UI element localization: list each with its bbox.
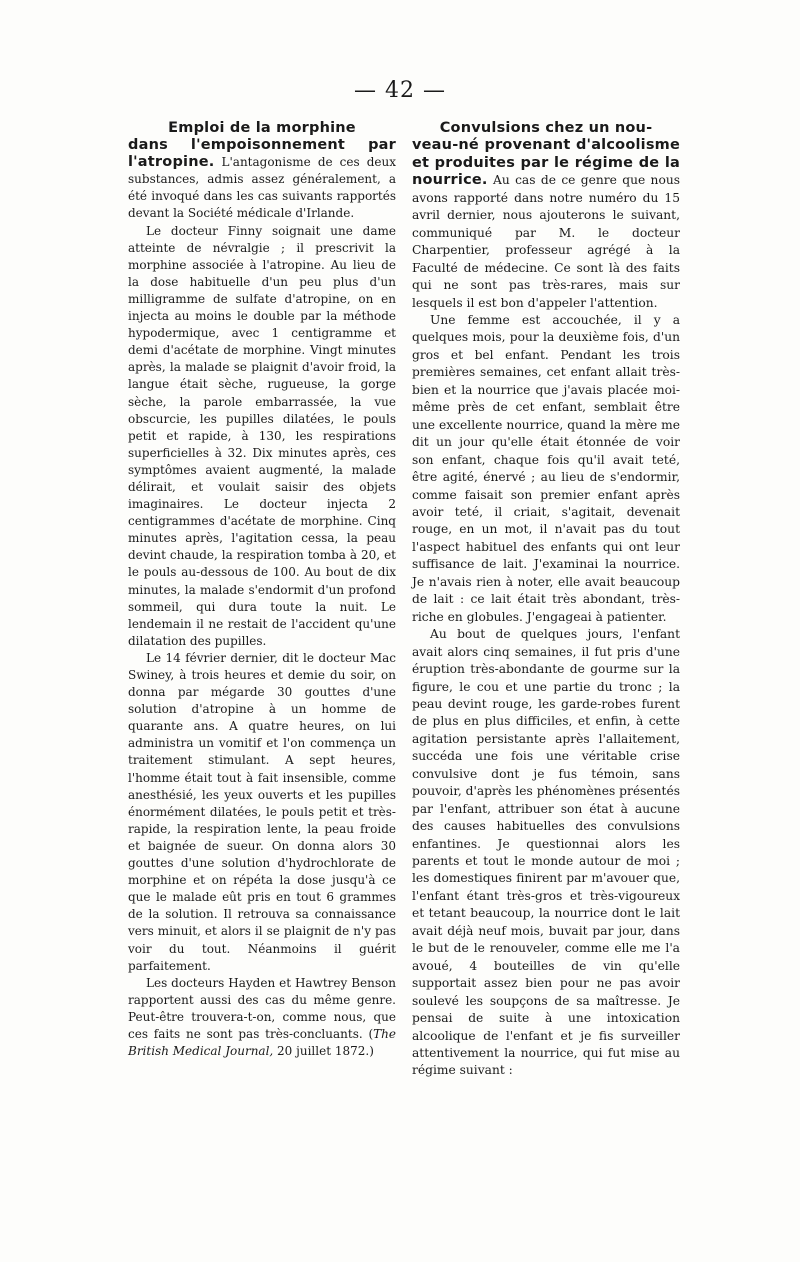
article-morphine-first-paragraph [128,120,396,223]
right-column [412,120,680,1080]
journal-date: 20 juillet 1872.) [273,1044,374,1059]
left-column [128,120,396,1060]
article-morphine-title: dans l'empoisonnement par l'atropine. [128,137,396,171]
article-convulsions-title: veau-né provenant d'alcoolisme et produites par le régime de la nourrice. [412,137,680,189]
article-convulsions-first-paragraph [412,120,680,312]
article-morphine-title-line1: Emploi de la morphine [168,120,356,136]
article-morphine-paragraph-hayden [128,975,396,1060]
article-morphine-lead: L'antagonisme de ces deux substances, admis assez généralement, a été invoqué dans les cas suivants rapportés devant la Société médicale d'Irlande. [128,155,396,221]
page-number: — 42 — [354,78,446,103]
article-morphine-paragraph-swiney: Le 14 février dernier, dit le docteur Mac Swiney, à trois heures et demie du soir, on donna par mégarde 30 gouttes d'une solution d'atropine à un homme de quarante ans. A quatre heures, on lui administra un vomitif et l'on commença un traitement stimulant. A sept heures, l'homme était tout à fait insensible, comme anesthésié, les yeux ouverts et les pupilles énormément dilatées, le pouls petit et très-rapide, la respiration lente, la peau froide et baignée de sueur. On donna alors 30 gouttes d'une solution d'hydrochlorate de morphine et on répéta la dose jusqu'à ce que le malade eût pris en tout 6 grammes de la solution. Il retrouva sa connaissance vers minuit, et alors il se plaignit de n'y pas voir du tout. Néanmoins il guérit parfaitement. [128,650,396,973]
article-convulsions-paragraph-followup: Au bout de quelques jours, l'enfant avait alors cinq semaines, il fut pris d'une éruption très-abondante de gourme sur la figure, le cou et une partie du tronc ; la peau devint rouge, les garde-robes furent de plus en plus difficiles, et enfin, à cette agitation persistante après l'allaitement, succéda une fois une véritable crise convulsive dont je fus témoin, sans pouvoir, d'après les phénomènes présentés par l'enfant, attribuer son état à aucune des causes habituelles des convulsions enfantines. Je questionnai alors les parents et tout le monde autour de moi ; les domestiques finirent par m'avouer que, l'enfant étant très-gros et très-vigoureux et tetant beaucoup, la nourrice dont le lait avait déjà neuf mois, buvait par jour, dans le but de le renouveler, comme elle me l'a avoué, 4 bouteilles de vin qu'elle supportait assez bien pour ne pas avoir soulevé les soupçons de sa maîtresse. Je pensai de suite à une intoxication alcoolique de l'enfant et je fis surveiller attentivement la nourrice, qui fut mise au régime suivant : [412,627,680,1078]
journal-source: The British Medical Journal, [128,1026,396,1059]
article-convulsions-title-line1: Convulsions chez un nou- [439,120,653,136]
article-convulsions-lead: Au cas de ce genre que nous avons rapporté dans notre numéro du 15 avril dernier, nous ajouterons le suivant, communiqué par M. le docteur Charpentier, professeur agrégé à la Faculté de médecine. Ce sont là des faits qui ne sont pas très-rares, mais sur lesquels il est bon d'appeler l'attention. [412,173,680,310]
hayden-text: Les docteurs Hayden et Hawtrey Benson rapportent aussi des cas du même genre. Peut-être trouvera-t-on, comme nous, que ces faits ne sont pas très-concluants. ( [128,975,396,1041]
article-morphine-paragraph-finny: Le docteur Finny soignait une dame atteinte de névralgie ; il prescrivit la morphine associée à l'atropine. Au lieu de la dose habituelle d'un peu plus d'un milligramme de sulfate d'atropine, on en injecta au moins le double par la méthode hypodermique, avec 1 centigramme et demi d'acétate de morphine. Vingt minutes après, la malade se plaignit d'avoir froid, la langue était sèche, rugueuse, la gorge sèche, la parole embarrassée, la vue obscurcie, les pupilles dilatées, le pouls petit et rapide, à 130, les respirations superficielles à 32. Dix minutes après, ces symptômes avaient augmenté, la malade délirait, et voulait saisir des objets imaginaires. Le docteur injecta 2 centigrammes d'acétate de morphine. Cinq minutes après, l'agitation cessa, la peau devint chaude, la respiration tomba à 20, et le pouls au-dessous de 100. Au bout de dix minutes, la malade s'endormit d'un profond sommeil, qui dura toute la nuit. Le lendemain il ne restait de l'accident qu'une dilatation des pupilles. [128,223,396,648]
article-convulsions-paragraph-case: Une femme est accouchée, il y a quelques mois, pour la deuxième fois, d'un gros et bel enfant. Pendant les trois premières semaines, cet enfant allait très-bien et la nourrice que j'avais placée moi-même près de cet enfant, semblait être une excellente nourrice, quand la mère me dit un jour qu'elle était étonnée de voir son enfant, chaque fois qu'il avait teté, être agité, énervé ; au lieu de s'endormir, comme faisait son premier enfant après avoir teté, il criait, s'agitait, devenait rouge, en un mot, il n'avait pas du tout l'aspect habituel des enfants qui ont leur suffisance de lait. J'examinai la nourrice. Je n'avais rien à noter, elle avait beaucoup de lait : ce lait était très abondant, très-riche en globules. J'engageai à patienter. [412,312,680,624]
